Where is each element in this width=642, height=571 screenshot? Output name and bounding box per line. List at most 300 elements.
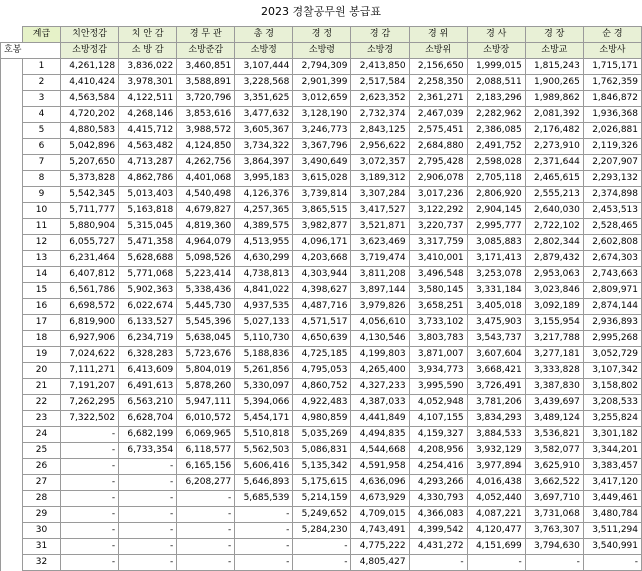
salary-cell: 2,809,971 <box>583 283 641 299</box>
table-row <box>1 59 642 75</box>
table-row <box>1 523 642 539</box>
salary-cell: 4,254,416 <box>409 459 467 475</box>
row-side-spacer <box>1 491 23 507</box>
step-cell: 24 <box>23 427 61 443</box>
salary-cell: 2,874,144 <box>583 299 641 315</box>
salary-cell: - <box>235 523 293 539</box>
salary-cell: 1,989,862 <box>525 91 583 107</box>
step-cell: 4 <box>23 107 61 123</box>
salary-cell: 3,072,357 <box>351 155 409 171</box>
salary-cell: 2,674,303 <box>583 251 641 267</box>
row-side-spacer <box>1 75 23 91</box>
salary-cell: 4,431,272 <box>409 539 467 555</box>
salary-cell: 3,107,444 <box>235 59 293 75</box>
salary-cell: 2,901,399 <box>293 75 351 91</box>
row-side-spacer <box>1 555 23 571</box>
row-side-spacer <box>1 251 23 267</box>
salary-cell: - <box>61 539 119 555</box>
header-step-spacer <box>23 43 61 59</box>
salary-cell: 3,731,068 <box>525 507 583 523</box>
salary-cell: 3,871,007 <box>409 347 467 363</box>
salary-cell: 4,713,287 <box>119 155 177 171</box>
header-rank-col: 치안정감 <box>61 27 119 43</box>
salary-cell: 4,261,128 <box>61 59 119 75</box>
salary-cell: 3,995,183 <box>235 171 293 187</box>
salary-cell: 1,900,265 <box>525 75 583 91</box>
salary-cell: 5,471,358 <box>119 235 177 251</box>
row-side-spacer <box>1 283 23 299</box>
salary-cell: 5,035,269 <box>293 427 351 443</box>
salary-cell: 2,081,392 <box>525 107 583 123</box>
row-side-spacer <box>1 427 23 443</box>
salary-cell: 4,880,583 <box>61 123 119 139</box>
salary-cell: 4,257,365 <box>235 203 293 219</box>
salary-cell: 3,475,903 <box>467 315 525 331</box>
salary-cell: 6,010,572 <box>177 411 235 427</box>
salary-cell: 7,191,207 <box>61 379 119 395</box>
salary-cell: 5,284,230 <box>293 523 351 539</box>
row-side-spacer <box>1 91 23 107</box>
step-cell: 16 <box>23 299 61 315</box>
salary-cell: 2,465,615 <box>525 171 583 187</box>
salary-cell: 3,351,625 <box>235 91 293 107</box>
salary-cell: 3,307,284 <box>351 187 409 203</box>
salary-cell: - <box>177 539 235 555</box>
table-row <box>1 75 642 91</box>
salary-cell: 4,725,185 <box>293 347 351 363</box>
step-cell: 3 <box>23 91 61 107</box>
step-cell: 12 <box>23 235 61 251</box>
salary-cell: 3,171,413 <box>467 251 525 267</box>
salary-cell: 3,383,457 <box>583 459 641 475</box>
salary-cell: 2,575,451 <box>409 123 467 139</box>
salary-cell: 3,726,491 <box>467 379 525 395</box>
salary-cell: 4,679,827 <box>177 203 235 219</box>
salary-cell: 6,118,577 <box>177 443 235 459</box>
table-row <box>1 91 642 107</box>
salary-cell: 2,732,374 <box>351 107 409 123</box>
salary-cell: 3,884,533 <box>467 427 525 443</box>
salary-cell: 3,794,630 <box>525 539 583 555</box>
header-rank-col: 경 정 <box>293 27 351 43</box>
salary-cell: 2,602,808 <box>583 235 641 251</box>
step-cell: 17 <box>23 315 61 331</box>
salary-cell: 4,056,610 <box>351 315 409 331</box>
salary-cell: 6,733,354 <box>119 443 177 459</box>
salary-cell: 4,398,627 <box>293 283 351 299</box>
salary-cell: 3,803,783 <box>409 331 467 347</box>
salary-cell: 2,953,063 <box>525 267 583 283</box>
row-side-spacer <box>1 315 23 331</box>
salary-cell: 4,743,491 <box>351 523 409 539</box>
salary-cell: 3,811,208 <box>351 267 409 283</box>
salary-cell: 3,277,181 <box>525 347 583 363</box>
salary-cell: 3,012,659 <box>293 91 351 107</box>
row-side-spacer <box>1 171 23 187</box>
salary-cell: 3,253,078 <box>467 267 525 283</box>
salary-cell: 2,528,465 <box>583 219 641 235</box>
step-cell: 29 <box>23 507 61 523</box>
salary-cell: 5,315,045 <box>119 219 177 235</box>
salary-cell: 3,615,028 <box>293 171 351 187</box>
salary-cell: 4,330,793 <box>409 491 467 507</box>
salary-cell: 4,571,517 <box>293 315 351 331</box>
salary-cell: 2,802,344 <box>525 235 583 251</box>
salary-cell: 5,646,893 <box>235 475 293 491</box>
header-fire-col: 소방경 <box>351 43 409 59</box>
row-side-spacer <box>1 443 23 459</box>
table-row <box>1 107 642 123</box>
salary-cell: 3,607,604 <box>467 347 525 363</box>
salary-cell: 5,878,260 <box>177 379 235 395</box>
row-side-spacer <box>1 459 23 475</box>
salary-cell: 3,085,883 <box>467 235 525 251</box>
salary-cell: 4,151,699 <box>467 539 525 555</box>
salary-cell: 2,843,125 <box>351 123 409 139</box>
salary-cell: - <box>61 491 119 507</box>
salary-cell: - <box>61 427 119 443</box>
salary-cell: 3,977,894 <box>467 459 525 475</box>
salary-cell: 5,902,363 <box>119 283 177 299</box>
table-row <box>1 475 642 491</box>
salary-cell: - <box>525 555 583 571</box>
salary-cell: 3,489,124 <box>525 411 583 427</box>
salary-cell: 5,711,777 <box>61 203 119 219</box>
step-cell: 23 <box>23 411 61 427</box>
salary-cell: - <box>235 555 293 571</box>
row-side-spacer <box>1 363 23 379</box>
salary-cell: 3,449,461 <box>583 491 641 507</box>
salary-cell: 3,932,129 <box>467 443 525 459</box>
step-cell: 25 <box>23 443 61 459</box>
salary-cell: 2,904,145 <box>467 203 525 219</box>
table-row <box>1 187 642 203</box>
row-side-spacer <box>1 523 23 539</box>
salary-cell: 6,208,277 <box>177 475 235 491</box>
salary-cell: 3,582,077 <box>525 443 583 459</box>
salary-cell: - <box>177 491 235 507</box>
step-cell: 26 <box>23 459 61 475</box>
row-side-spacer <box>1 347 23 363</box>
salary-cell: 5,135,342 <box>293 459 351 475</box>
row-side-spacer <box>1 539 23 555</box>
salary-cell: 3,410,001 <box>409 251 467 267</box>
salary-cell: 5,723,676 <box>177 347 235 363</box>
salary-cell: - <box>177 523 235 539</box>
salary-cell: 6,563,210 <box>119 395 177 411</box>
salary-cell: 6,819,900 <box>61 315 119 331</box>
salary-cell: 4,563,584 <box>61 91 119 107</box>
salary-cell: 4,399,542 <box>409 523 467 539</box>
salary-cell: - <box>119 459 177 475</box>
salary-cell: 3,734,322 <box>235 139 293 155</box>
salary-cell: 4,052,948 <box>409 395 467 411</box>
salary-cell: - <box>61 507 119 523</box>
salary-cell: - <box>119 491 177 507</box>
salary-cell: 4,494,835 <box>351 427 409 443</box>
header-fire-col: 소방정 <box>235 43 293 59</box>
salary-cell: 5,214,159 <box>293 491 351 507</box>
salary-cell: 5,373,828 <box>61 171 119 187</box>
salary-cell: 4,265,400 <box>351 363 409 379</box>
salary-cell: 6,407,812 <box>61 267 119 283</box>
salary-cell: 3,331,184 <box>467 283 525 299</box>
salary-cell: 3,228,568 <box>235 75 293 91</box>
salary-cell: 2,207,907 <box>583 155 641 171</box>
salary-cell: 7,262,295 <box>61 395 119 411</box>
salary-cell: 3,853,616 <box>177 107 235 123</box>
salary-cell: 2,386,085 <box>467 123 525 139</box>
salary-cell: 6,927,906 <box>61 331 119 347</box>
salary-cell: 6,022,674 <box>119 299 177 315</box>
header-rank-col: 총 경 <box>235 27 293 43</box>
salary-cell: - <box>293 539 351 555</box>
salary-cell: 2,640,030 <box>525 203 583 219</box>
salary-cell: 3,511,294 <box>583 523 641 539</box>
header-row-rank <box>1 27 642 43</box>
salary-cell: 4,268,146 <box>119 107 177 123</box>
salary-cell: 3,344,201 <box>583 443 641 459</box>
salary-cell: 5,207,650 <box>61 155 119 171</box>
header-fire-col: 소방정감 <box>61 43 119 59</box>
header-fire-col: 소방교 <box>525 43 583 59</box>
salary-cell: 1,936,368 <box>583 107 641 123</box>
salary-cell: 4,540,498 <box>177 187 235 203</box>
salary-cell: 5,947,111 <box>177 395 235 411</box>
row-side-spacer <box>1 155 23 171</box>
header-corner <box>1 27 23 43</box>
salary-cell: 2,598,028 <box>467 155 525 171</box>
salary-cell: 2,282,962 <box>467 107 525 123</box>
salary-cell: - <box>61 555 119 571</box>
step-cell: 7 <box>23 155 61 171</box>
salary-cell: 4,087,221 <box>467 507 525 523</box>
salary-cell: 3,719,474 <box>351 251 409 267</box>
salary-cell: 3,477,632 <box>235 107 293 123</box>
salary-cell: - <box>119 507 177 523</box>
step-cell: 6 <box>23 139 61 155</box>
salary-cell: 3,580,145 <box>409 283 467 299</box>
step-cell: 14 <box>23 267 61 283</box>
row-side-spacer <box>1 59 23 75</box>
salary-cell: 6,682,199 <box>119 427 177 443</box>
salary-cell: 2,956,622 <box>351 139 409 155</box>
salary-cell: 3,155,954 <box>525 315 583 331</box>
step-cell: 28 <box>23 491 61 507</box>
salary-cell: 5,606,416 <box>235 459 293 475</box>
salary-cell: 2,995,777 <box>467 219 525 235</box>
table-row <box>1 171 642 187</box>
salary-cell: 7,322,502 <box>61 411 119 427</box>
salary-cell: 3,217,788 <box>525 331 583 347</box>
salary-cell: 3,897,144 <box>351 283 409 299</box>
row-side-spacer <box>1 299 23 315</box>
salary-cell: 3,367,796 <box>293 139 351 155</box>
salary-cell: 4,980,859 <box>293 411 351 427</box>
salary-cell: 4,401,068 <box>177 171 235 187</box>
salary-cell: 4,819,360 <box>177 219 235 235</box>
salary-cell: 2,258,350 <box>409 75 467 91</box>
salary-cell: 2,413,850 <box>351 59 409 75</box>
row-side-spacer <box>1 331 23 347</box>
salary-cell: 4,126,376 <box>235 187 293 203</box>
row-side-spacer <box>1 267 23 283</box>
table-row <box>1 299 642 315</box>
salary-cell: 5,175,615 <box>293 475 351 491</box>
row-side-spacer <box>1 203 23 219</box>
salary-cell: 2,555,213 <box>525 187 583 203</box>
salary-cell: 2,623,352 <box>351 91 409 107</box>
header-rank-col: 순 경 <box>583 27 641 43</box>
step-cell: 20 <box>23 363 61 379</box>
salary-cell: 6,628,704 <box>119 411 177 427</box>
salary-cell: 5,330,097 <box>235 379 293 395</box>
header-fire-col: 소방위 <box>409 43 467 59</box>
salary-cell: 3,988,572 <box>177 123 235 139</box>
salary-cell: 3,496,548 <box>409 267 467 283</box>
salary-cell: 3,017,236 <box>409 187 467 203</box>
row-side-spacer <box>1 411 23 427</box>
salary-cell: 2,722,102 <box>525 219 583 235</box>
row-side-spacer <box>1 107 23 123</box>
table-row <box>1 411 642 427</box>
salary-cell: 5,394,066 <box>235 395 293 411</box>
table-row <box>1 363 642 379</box>
table-row <box>1 123 642 139</box>
salary-cell: 3,107,342 <box>583 363 641 379</box>
page-title: 2023 경찰공무원 봉급표 <box>261 5 381 18</box>
table-row <box>1 443 642 459</box>
salary-cell: 2,936,893 <box>583 315 641 331</box>
header-rank-col: 경 위 <box>409 27 467 43</box>
salary-cell: 3,834,293 <box>467 411 525 427</box>
header-rank-col: 경 무 관 <box>177 27 235 43</box>
salary-cell: 2,374,898 <box>583 187 641 203</box>
header-fire-col: 소방준감 <box>177 43 235 59</box>
salary-cell: - <box>177 507 235 523</box>
salary-cell: 3,978,301 <box>119 75 177 91</box>
salary-cell: 5,454,171 <box>235 411 293 427</box>
salary-cell: 2,743,663 <box>583 267 641 283</box>
salary-cell: 2,806,920 <box>467 187 525 203</box>
salary-cell: 4,591,958 <box>351 459 409 475</box>
salary-cell: 3,023,846 <box>525 283 583 299</box>
table-row <box>1 395 642 411</box>
salary-cell: 3,333,828 <box>525 363 583 379</box>
salary-cell: 4,922,483 <box>293 395 351 411</box>
salary-cell: 3,733,102 <box>409 315 467 331</box>
salary-cell: 3,092,189 <box>525 299 583 315</box>
table-row <box>1 139 642 155</box>
salary-cell: 5,685,539 <box>235 491 293 507</box>
step-cell: 18 <box>23 331 61 347</box>
salary-cell: 1,715,171 <box>583 59 641 75</box>
salary-cell: 4,159,327 <box>409 427 467 443</box>
salary-cell: 4,130,546 <box>351 331 409 347</box>
salary-cell: 4,303,944 <box>293 267 351 283</box>
step-cell: 21 <box>23 379 61 395</box>
salary-cell: - <box>467 555 525 571</box>
salary-cell: - <box>61 475 119 491</box>
salary-cell: 2,026,881 <box>583 123 641 139</box>
salary-cell: 5,223,414 <box>177 267 235 283</box>
salary-cell: 6,328,283 <box>119 347 177 363</box>
step-cell: 15 <box>23 283 61 299</box>
table-row <box>1 491 642 507</box>
salary-cell: - <box>119 523 177 539</box>
salary-cell: 3,220,737 <box>409 219 467 235</box>
salary-cell: 4,860,752 <box>293 379 351 395</box>
salary-cell: 3,417,120 <box>583 475 641 491</box>
table-row <box>1 507 642 523</box>
salary-cell: 6,561,786 <box>61 283 119 299</box>
salary-cell: - <box>61 523 119 539</box>
salary-cell: 5,638,045 <box>177 331 235 347</box>
salary-cell: 5,261,856 <box>235 363 293 379</box>
salary-cell: 6,231,464 <box>61 251 119 267</box>
table-row <box>1 203 642 219</box>
salary-cell: 4,487,716 <box>293 299 351 315</box>
header-fire-col: 소방장 <box>467 43 525 59</box>
header-rank-col: 치 안 감 <box>119 27 177 43</box>
salary-cell: 1,762,359 <box>583 75 641 91</box>
table-row <box>1 539 642 555</box>
salary-cell: 4,199,803 <box>351 347 409 363</box>
salary-cell: 6,491,613 <box>119 379 177 395</box>
salary-cell: 4,415,712 <box>119 123 177 139</box>
table-row <box>1 331 642 347</box>
salary-cell: 5,542,345 <box>61 187 119 203</box>
salary-cell: 4,738,813 <box>235 267 293 283</box>
salary-cell: - <box>235 539 293 555</box>
salary-cell: 3,158,802 <box>583 379 641 395</box>
salary-cell: 4,124,850 <box>177 139 235 155</box>
salary-cell: 3,490,649 <box>293 155 351 171</box>
salary-cell: 4,862,786 <box>119 171 177 187</box>
salary-cell: 3,625,910 <box>525 459 583 475</box>
salary-cell: 3,460,851 <box>177 59 235 75</box>
salary-cell: 3,605,367 <box>235 123 293 139</box>
salary-cell: 4,262,756 <box>177 155 235 171</box>
salary-cell: 4,650,639 <box>293 331 351 347</box>
salary-cell: 2,273,910 <box>525 139 583 155</box>
salary-cell: 6,234,719 <box>119 331 177 347</box>
table-row <box>1 555 642 571</box>
step-cell: 9 <box>23 187 61 203</box>
row-side-spacer <box>1 219 23 235</box>
salary-cell: 4,636,096 <box>351 475 409 491</box>
salary-cell: 2,995,268 <box>583 331 641 347</box>
salary-cell: 3,122,292 <box>409 203 467 219</box>
salary-cell: 1,846,872 <box>583 91 641 107</box>
salary-cell: 3,763,307 <box>525 523 583 539</box>
salary-cell: 5,510,818 <box>235 427 293 443</box>
salary-cell: 3,052,729 <box>583 347 641 363</box>
salary-cell: 3,543,737 <box>467 331 525 347</box>
salary-cell: 6,069,965 <box>177 427 235 443</box>
salary-cell: 5,628,688 <box>119 251 177 267</box>
salary-cell: 4,096,171 <box>293 235 351 251</box>
salary-cell: 5,338,436 <box>177 283 235 299</box>
salary-cell: - <box>119 475 177 491</box>
step-cell: 11 <box>23 219 61 235</box>
salary-cell: 3,864,397 <box>235 155 293 171</box>
salary-cell: 3,540,991 <box>583 539 641 555</box>
salary-cell: 5,098,526 <box>177 251 235 267</box>
salary-cell: 4,841,022 <box>235 283 293 299</box>
salary-cell: 2,705,118 <box>467 171 525 187</box>
salary-cell: 4,544,668 <box>351 443 409 459</box>
